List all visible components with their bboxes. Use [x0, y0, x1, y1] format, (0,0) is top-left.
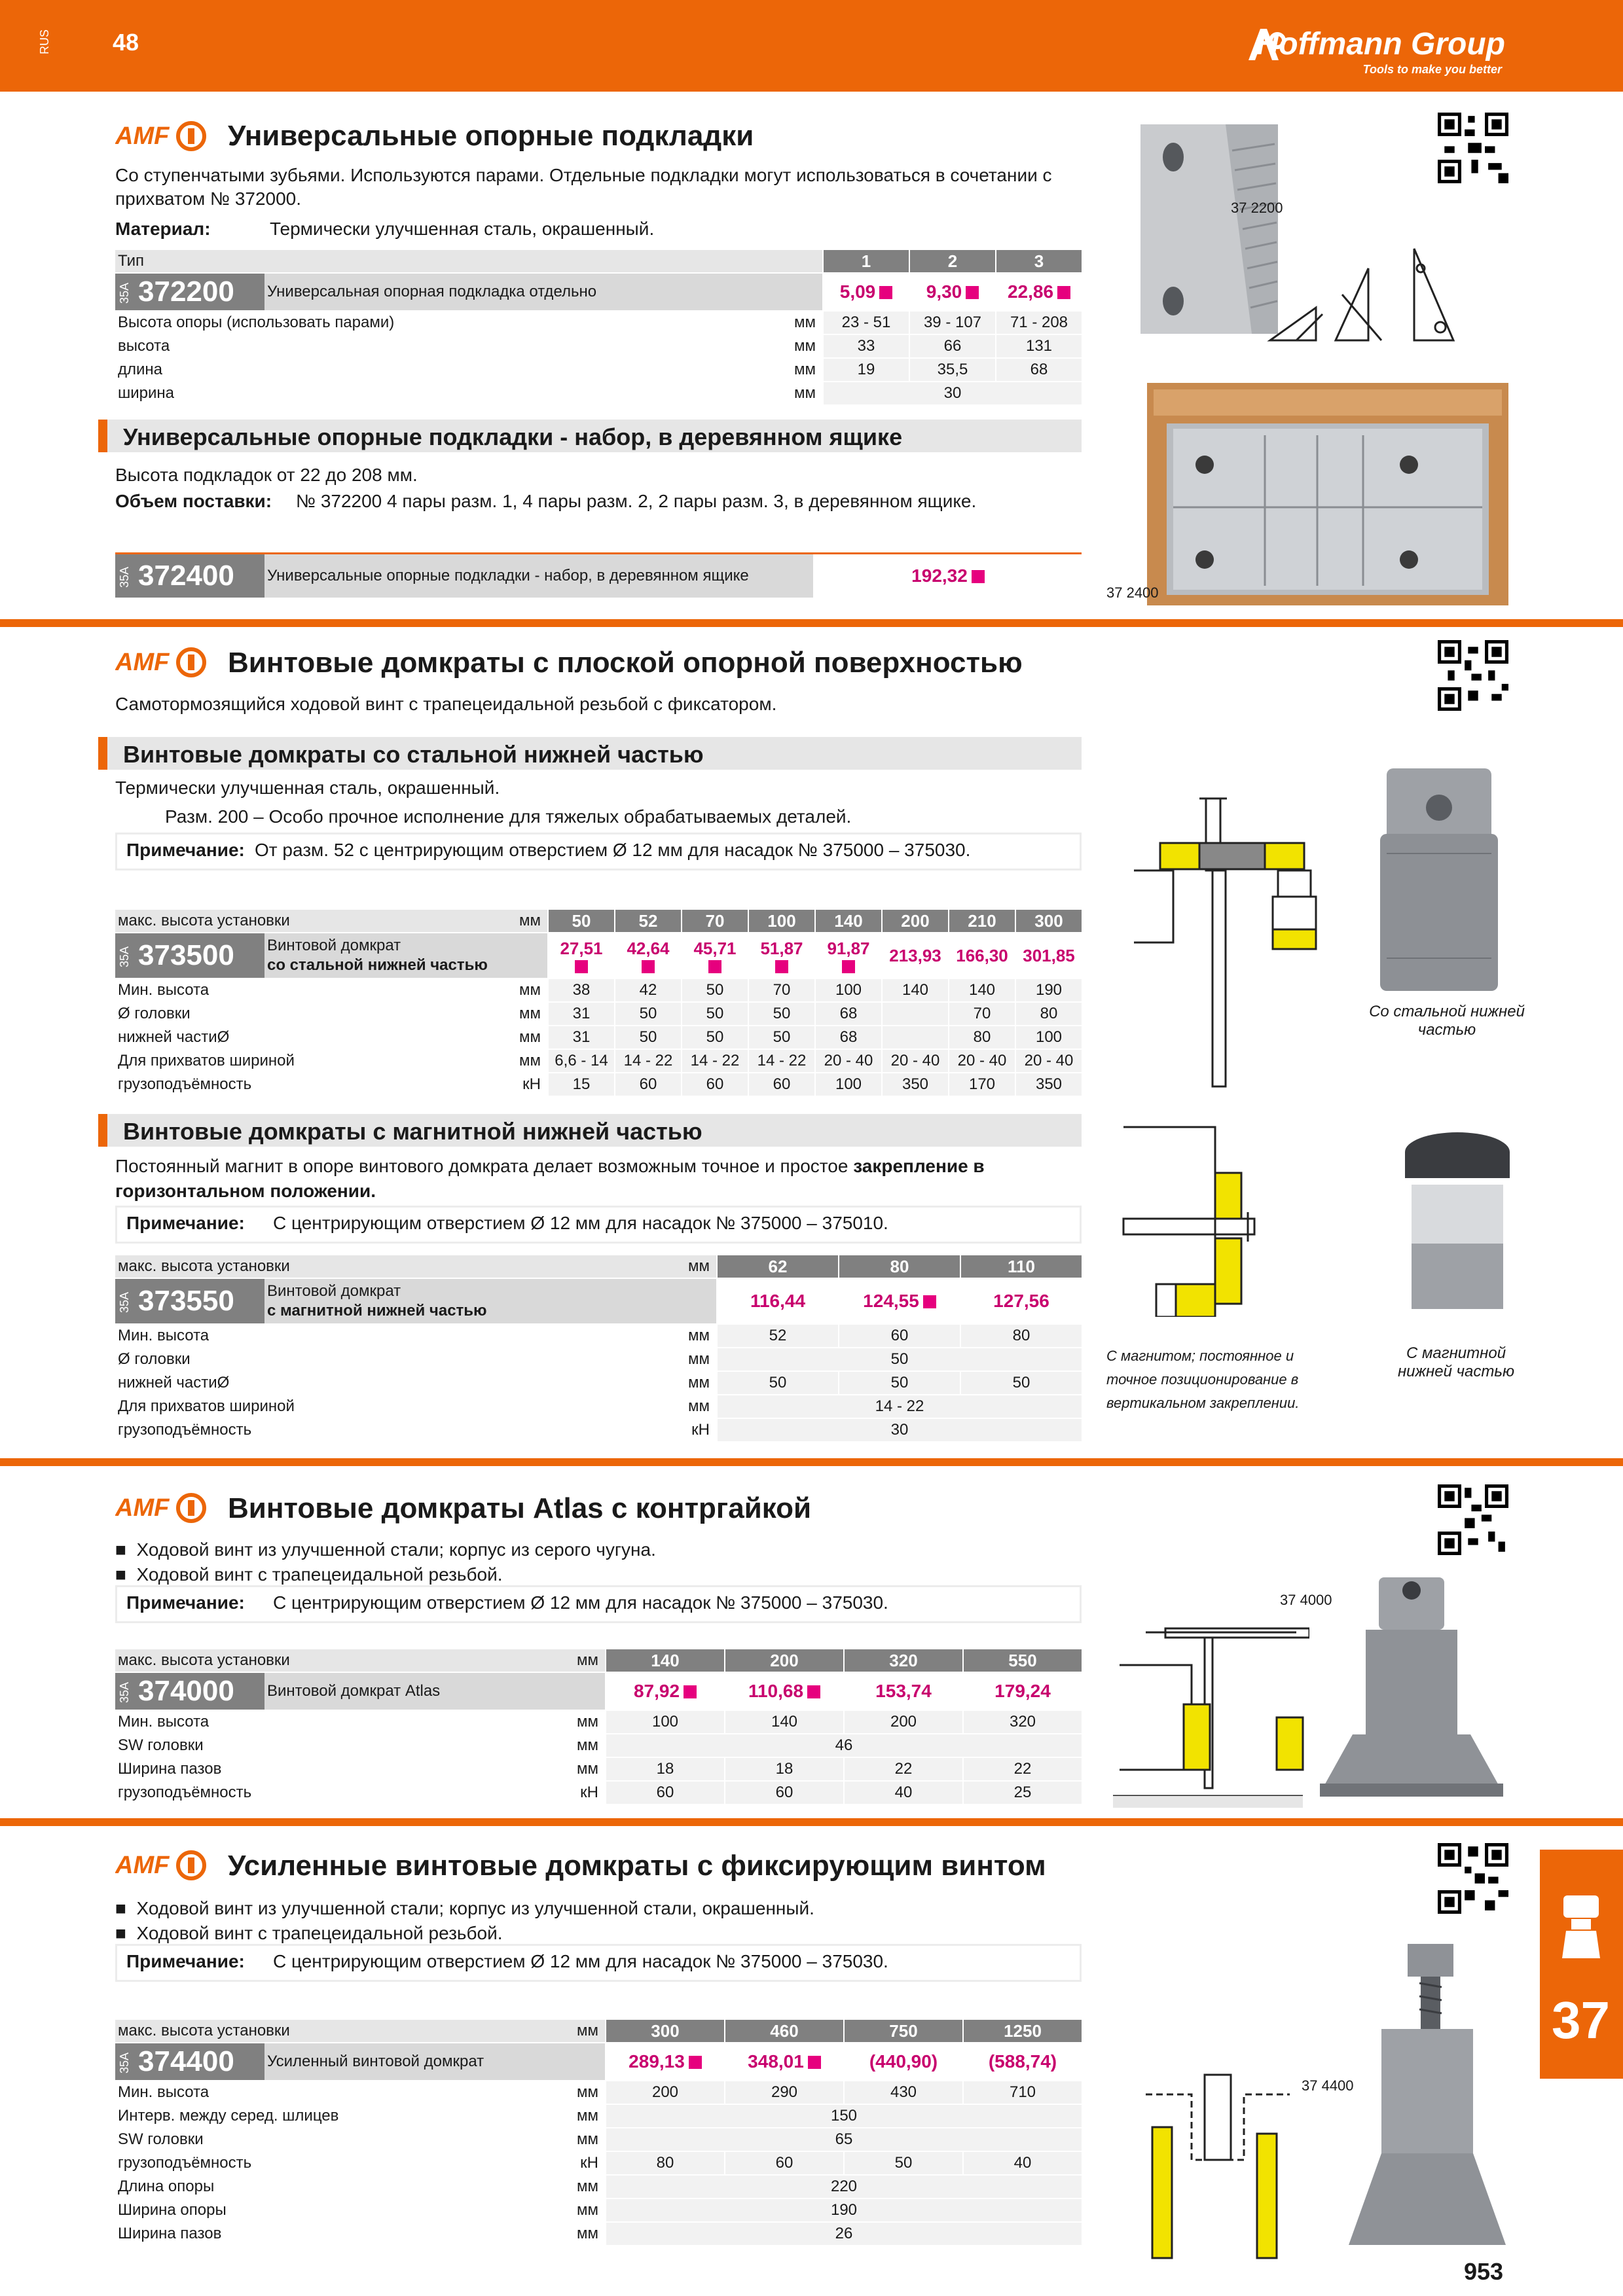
- subsection-header: Универсальные опорные подкладки - набор, в деревянном ящике: [98, 420, 1082, 452]
- table-cell: 140: [882, 978, 949, 1002]
- table-cell: 60: [682, 1073, 748, 1096]
- table-cell: 200: [606, 2081, 725, 2104]
- table-cell: 52: [717, 1324, 839, 1348]
- table-cell: 50: [748, 1002, 815, 1026]
- col-size: 50: [548, 910, 615, 933]
- table-cell: 50: [615, 1002, 682, 1026]
- row-unit: мм: [426, 1649, 606, 1672]
- col-size: 140: [815, 910, 882, 933]
- amf-logo-icon: [115, 644, 207, 682]
- table-header-label: макс. высота установки: [115, 2020, 507, 2043]
- article-code: 35A 374000: [115, 1672, 264, 1710]
- step-block-drawing: [1257, 242, 1506, 347]
- row-label: SW головки: [115, 1734, 426, 1757]
- magnet-description: Постоянный магнит в опоре винтового домкрата делает возможным точное и простое закрепление в: [115, 1156, 985, 1176]
- price-cell: 42,64: [615, 933, 682, 978]
- bullet-item: ■ Ходовой винт с трапецеидальной резьбой.: [115, 1923, 503, 1943]
- note-box: Примечание: От разм. 52 с центрирующим отверстием Ø 12 мм для насадок № 375000 – 375030.: [115, 833, 1082, 870]
- price-cell: 27,51: [548, 933, 615, 978]
- price-cell: 87,92: [606, 1672, 725, 1710]
- magnet-description-2: горизонтальном положении.: [115, 1181, 376, 1201]
- price-cell: 127,56: [960, 1278, 1082, 1324]
- row-unit: мм: [507, 2222, 606, 2246]
- material-label: Материал:: [115, 219, 211, 239]
- table-cell: 50: [717, 1371, 839, 1395]
- row-unit: кН: [495, 1418, 717, 1442]
- col-size: 1250: [963, 2020, 1082, 2043]
- table-cell: 190: [606, 2198, 1082, 2222]
- table-cell: 60: [748, 1073, 815, 1096]
- table-header-label: макс. высота установки: [115, 1649, 426, 1672]
- product-table-373500: [115, 910, 1082, 1097]
- col-size: 110: [960, 1255, 1082, 1278]
- col-size: 320: [844, 1649, 963, 1672]
- table-cell: 23 - 51: [823, 311, 909, 334]
- qr-code-icon: [1438, 640, 1508, 711]
- table-cell: [882, 1002, 949, 1026]
- table-cell: 50: [748, 1026, 815, 1049]
- table-cell: 20 - 40: [1015, 1049, 1082, 1073]
- table-cell: 430: [844, 2081, 963, 2104]
- row-label: нижней частиØ: [115, 1026, 409, 1049]
- table-cell: 30: [717, 1418, 1082, 1442]
- table-cell: 19: [823, 358, 909, 382]
- section-description: Самотормозящийся ходовой винт с трапецеидальной резьбой с фиксатором.: [115, 694, 777, 714]
- jack-photo-steel: [1374, 762, 1504, 997]
- table-cell: 50: [844, 2151, 963, 2175]
- brand-name: Hoffmann Group: [1256, 27, 1505, 62]
- product-table-374400: [115, 2020, 1082, 2246]
- table-cell: 80: [949, 1026, 1015, 1049]
- row-label: длина: [115, 358, 716, 382]
- row-unit: мм: [409, 910, 548, 933]
- row-label: Ширина пазов: [115, 1757, 426, 1781]
- table-cell: 14 - 22: [748, 1049, 815, 1073]
- price-cell: 51,87: [748, 933, 815, 978]
- table-header-label: макс. высота установки: [115, 910, 409, 933]
- col-size: 62: [717, 1255, 839, 1278]
- col-size: 300: [1015, 910, 1082, 933]
- row-unit: мм: [507, 2175, 606, 2198]
- table-cell: 46: [606, 1734, 1082, 1757]
- jack-photo-magnet: [1398, 1126, 1516, 1316]
- price-cell: 213,93: [882, 933, 949, 978]
- article-description: Усиленный винтовой домкрат: [264, 2043, 606, 2081]
- language-code: RUS: [38, 29, 51, 55]
- table-cell: 60: [839, 1324, 960, 1348]
- section-separator: [0, 619, 1623, 627]
- table-cell: 31: [548, 1026, 615, 1049]
- section-title: Универсальные опорные подкладки: [228, 120, 754, 152]
- row-unit: мм: [716, 311, 823, 334]
- table-cell: 50: [682, 978, 748, 1002]
- table-cell: 33: [823, 334, 909, 358]
- col-size: 1: [823, 250, 909, 273]
- section-title: Винтовые домкраты с плоской опорной поверхностью: [228, 647, 1023, 679]
- price-cell: 22,86: [996, 273, 1082, 311]
- note-box: Примечание: С центрирующим отверстием Ø 12 мм для насадок № 375000 – 375030.: [115, 1944, 1082, 1982]
- row-label: SW головки: [115, 2128, 507, 2151]
- article-description: Универсальная опорная подкладка отдельно: [264, 273, 823, 311]
- table-cell: 71 - 208: [996, 311, 1082, 334]
- bullet-item: ■ Ходовой винт из улучшенной стали; корпус из улучшенной стали, окрашенный.: [115, 1898, 814, 1918]
- col-size: 70: [682, 910, 748, 933]
- section-description: Со ступенчатыми зубьями. Используются парами. Отдельные подкладки могут использоваться в сочетании с: [115, 165, 1052, 185]
- table-cell: 80: [606, 2151, 725, 2175]
- row-label: Ширина пазов: [115, 2222, 507, 2246]
- material-text: Термически улучшенная сталь, окрашенный.: [115, 778, 500, 798]
- row-unit: мм: [409, 1049, 548, 1073]
- table-cell: 150: [606, 2104, 1082, 2128]
- row-unit: мм: [495, 1348, 717, 1371]
- col-size: 460: [725, 2020, 844, 2043]
- qr-code-icon: [1438, 1843, 1508, 1914]
- row-label: Ø головки: [115, 1348, 495, 1371]
- row-label: Для прихватов шириной: [115, 1395, 495, 1418]
- table-cell: 140: [949, 978, 1015, 1002]
- col-size: 550: [963, 1649, 1082, 1672]
- image-caption: 37 2400: [1106, 584, 1159, 601]
- row-label: Высота опоры (использовать парами): [115, 311, 716, 334]
- chapter-number: 37: [1552, 1991, 1610, 2049]
- price-cell: 289,13: [606, 2043, 725, 2081]
- price-cell: 124,55: [839, 1278, 960, 1324]
- section-description-2: прихватом № 372000.: [115, 188, 302, 209]
- table-cell: 140: [725, 1710, 844, 1734]
- table-cell: 60: [725, 1781, 844, 1804]
- row-label: нижней частиØ: [115, 1371, 495, 1395]
- set-height-text: Высота подкладок от 22 до 208 мм.: [115, 465, 418, 485]
- article-code: 35A 372400: [115, 554, 264, 599]
- wooden-box-image: [1147, 383, 1508, 605]
- row-label: Мин. высота: [115, 1324, 495, 1348]
- product-table-372200: [115, 250, 1082, 406]
- table-cell: 35,5: [909, 358, 996, 382]
- table-cell: 50: [615, 1026, 682, 1049]
- table-cell: 14 - 22: [682, 1049, 748, 1073]
- amf-logo-icon: [115, 1490, 207, 1528]
- qr-code-icon: [1438, 113, 1508, 183]
- table-cell: 70: [949, 1002, 1015, 1026]
- table-cell: 710: [963, 2081, 1082, 2104]
- row-label: Мин. высота: [115, 2081, 507, 2104]
- table-cell: 100: [815, 1073, 882, 1096]
- price-cell: 348,01: [725, 2043, 844, 2081]
- material-value: Термически улучшенная сталь, окрашенный.: [270, 219, 655, 239]
- row-unit: мм: [409, 978, 548, 1002]
- price-cell: 192,32: [814, 554, 1082, 599]
- image-caption: С магнитной нижней частью: [1397, 1344, 1515, 1380]
- price-cell: 110,68: [725, 1672, 844, 1710]
- section-title: Усиленные винтовые домкраты с фиксирующим винтом: [228, 1850, 1046, 1882]
- col-size: 200: [725, 1649, 844, 1672]
- screw-jack-icon: [1559, 1895, 1603, 1961]
- scope-label: Объем поставки:: [115, 491, 272, 511]
- row-label: Для прихватов шириной: [115, 1049, 409, 1073]
- row-label: Мин. высота: [115, 1710, 426, 1734]
- svg-text:AMF: AMF: [115, 649, 170, 676]
- table-cell: 22: [963, 1757, 1082, 1781]
- jack-drawing-magnet: [1117, 1121, 1294, 1317]
- table-cell: 170: [949, 1073, 1015, 1096]
- jack-drawing-steel: [1121, 785, 1337, 1093]
- table-cell: 42: [615, 978, 682, 1002]
- table-header-label: Тип: [115, 250, 716, 273]
- table-cell: 190: [1015, 978, 1082, 1002]
- table-cell: 50: [717, 1348, 1082, 1371]
- row-label: грузоподъёмность: [115, 1073, 409, 1096]
- page-number-left: 48: [113, 29, 139, 56]
- article-description: Винтовой домкрат Atlas: [264, 1672, 606, 1710]
- col-size: 3: [996, 250, 1082, 273]
- table-cell: 14 - 22: [717, 1395, 1082, 1418]
- table-cell: 320: [963, 1710, 1082, 1734]
- row-unit: мм: [426, 1710, 606, 1734]
- image-caption: 37 4000: [1280, 1592, 1332, 1608]
- table-cell: 39 - 107: [909, 311, 996, 334]
- bullet-item: ■ Ходовой винт с трапецеидальной резьбой.: [115, 1564, 503, 1585]
- subsection-header: Винтовые домкраты со стальной нижней частью: [98, 737, 1082, 770]
- row-unit: мм: [507, 2081, 606, 2104]
- col-size: 200: [882, 910, 949, 933]
- table-cell: 15: [548, 1073, 615, 1096]
- table-cell: 290: [725, 2081, 844, 2104]
- row-unit: мм: [495, 1255, 717, 1278]
- price-cell: 153,74: [844, 1672, 963, 1710]
- col-size: 100: [748, 910, 815, 933]
- brand-tagline: Tools to make you better: [1362, 63, 1502, 76]
- qr-code-icon: [1438, 1484, 1508, 1555]
- price-cell: 5,09: [823, 273, 909, 311]
- table-header-label: макс. высота установки: [115, 1255, 495, 1278]
- svg-text:AMF: AMF: [115, 122, 170, 150]
- product-table-374000: [115, 1649, 1082, 1805]
- row-unit: мм: [507, 2128, 606, 2151]
- image-caption: Со стальной нижней частью: [1369, 1003, 1525, 1039]
- price-cell: (440,90): [844, 2043, 963, 2081]
- row-unit: мм: [495, 1395, 717, 1418]
- table-cell: 20 - 40: [882, 1049, 949, 1073]
- price-cell: 166,30: [949, 933, 1015, 978]
- row-label: грузоподъёмность: [115, 2151, 507, 2175]
- row-unit: мм: [507, 2198, 606, 2222]
- table-cell: 30: [823, 382, 1082, 405]
- table-cell: 80: [1015, 1002, 1082, 1026]
- note-box: Примечание: С центрирующим отверстием Ø 12 мм для насадок № 375000 – 375030.: [115, 1585, 1082, 1623]
- drawing-caption: С магнитом; постоянное и точное позиционирование в вертикальном закреплении.: [1106, 1348, 1300, 1411]
- amf-logo-icon: [115, 1847, 207, 1885]
- row-label: высота: [115, 334, 716, 358]
- article-description: Винтовой домкрат со стальной нижней частью: [264, 933, 548, 978]
- row-label: грузоподъёмность: [115, 1781, 426, 1804]
- note-box: Примечание: С центрирующим отверстием Ø 12 мм для насадок № 375000 – 375010.: [115, 1206, 1082, 1244]
- row-unit: кН: [409, 1073, 548, 1096]
- article-code: 35A 372200: [115, 273, 264, 311]
- table-cell: 18: [725, 1757, 844, 1781]
- row-label: Ø головки: [115, 1002, 409, 1026]
- section-separator: [0, 1818, 1623, 1826]
- col-size: 300: [606, 2020, 725, 2043]
- row-unit: мм: [507, 2104, 606, 2128]
- table-cell: 220: [606, 2175, 1082, 2198]
- table-cell: 50: [839, 1371, 960, 1395]
- image-caption: 37 4400: [1302, 2077, 1354, 2094]
- table-cell: 50: [682, 1026, 748, 1049]
- price-cell: 116,44: [717, 1278, 839, 1324]
- table-cell: 100: [815, 978, 882, 1002]
- price-cell: 91,87: [815, 933, 882, 978]
- row-label: грузоподъёмность: [115, 1418, 495, 1442]
- row-unit: мм: [426, 1757, 606, 1781]
- table-cell: 100: [1015, 1026, 1082, 1049]
- jack-drawing-heavy: [1139, 2068, 1296, 2265]
- price-cell: 179,24: [963, 1672, 1082, 1710]
- table-cell: 50: [960, 1371, 1082, 1395]
- table-cell: 60: [606, 1781, 725, 1804]
- article-description: Винтовой домкрат с магнитной нижней частью: [264, 1278, 717, 1324]
- table-cell: 131: [996, 334, 1082, 358]
- section-title: Винтовые домкраты Atlas с контргайкой: [228, 1492, 812, 1524]
- col-size: 140: [606, 1649, 725, 1672]
- price-cell: 45,71: [682, 933, 748, 978]
- subsection-header: Винтовые домкраты с магнитной нижней частью: [98, 1114, 1082, 1147]
- svg-text:AMF: AMF: [115, 1852, 170, 1879]
- table-cell: 80: [960, 1324, 1082, 1348]
- table-cell: 66: [909, 334, 996, 358]
- product-table-372400: [115, 552, 1082, 599]
- table-cell: 40: [844, 1781, 963, 1804]
- table-cell: 26: [606, 2222, 1082, 2246]
- table-cell: [882, 1026, 949, 1049]
- col-size: 52: [615, 910, 682, 933]
- row-label: Ширина опоры: [115, 2198, 507, 2222]
- article-description: Универсальные опорные подкладки - набор, в деревянном ящике: [264, 554, 814, 599]
- table-cell: 20 - 40: [815, 1049, 882, 1073]
- article-code: 35A 374400: [115, 2043, 264, 2081]
- row-unit: мм: [716, 382, 823, 405]
- row-unit: мм: [716, 334, 823, 358]
- table-cell: 350: [882, 1073, 949, 1096]
- section-separator: [0, 1458, 1623, 1466]
- page-header: [0, 0, 1623, 92]
- size-note: Разм. 200 – Особо прочное исполнение для тяжелых обрабатываемых деталей.: [165, 806, 852, 827]
- price-cell: (588,74): [963, 2043, 1082, 2081]
- jack-drawing-atlas: [1113, 1619, 1309, 1809]
- table-cell: 25: [963, 1781, 1082, 1804]
- row-unit: мм: [426, 1734, 606, 1757]
- table-cell: 14 - 22: [615, 1049, 682, 1073]
- table-cell: 31: [548, 1002, 615, 1026]
- page-number-right: 953: [1464, 2258, 1504, 2285]
- chapter-tab: [1540, 1850, 1623, 2079]
- image-caption: 37 2200: [1231, 200, 1283, 216]
- table-cell: 38: [548, 978, 615, 1002]
- table-cell: 60: [615, 1073, 682, 1096]
- table-cell: 18: [606, 1757, 725, 1781]
- table-cell: 60: [725, 2151, 844, 2175]
- row-unit: кН: [426, 1781, 606, 1804]
- table-cell: 50: [682, 1002, 748, 1026]
- price-cell: 9,30: [909, 273, 996, 311]
- svg-text:AMF: AMF: [115, 1494, 170, 1522]
- table-cell: 6,6 - 14: [548, 1049, 615, 1073]
- table-cell: 20 - 40: [949, 1049, 1015, 1073]
- article-code: 35A 373500: [115, 933, 264, 978]
- table-cell: 68: [996, 358, 1082, 382]
- row-label: Интерв. между серед. шлицев: [115, 2104, 507, 2128]
- table-cell: 100: [606, 1710, 725, 1734]
- row-label: Мин. высота: [115, 978, 409, 1002]
- row-unit: мм: [495, 1371, 717, 1395]
- row-unit: мм: [409, 1026, 548, 1049]
- jack-photo-heavy: [1342, 1937, 1512, 2251]
- row-unit: мм: [507, 2020, 606, 2043]
- row-label: ширина: [115, 382, 716, 405]
- table-cell: 65: [606, 2128, 1082, 2151]
- amf-logo-icon: [115, 118, 207, 156]
- product-table-373550: [115, 1255, 1082, 1443]
- row-unit: мм: [495, 1324, 717, 1348]
- col-size: 750: [844, 2020, 963, 2043]
- article-code: 35A 373550: [115, 1278, 264, 1324]
- scope-value: № 372200 4 пары разм. 1, 4 пары разм. 2, 2 пары разм. 3, в деревянном ящике.: [296, 491, 977, 511]
- row-unit: мм: [716, 358, 823, 382]
- row-unit: мм: [409, 1002, 548, 1026]
- table-cell: 200: [844, 1710, 963, 1734]
- table-cell: 68: [815, 1002, 882, 1026]
- jack-photo-atlas: [1313, 1571, 1510, 1800]
- table-cell: 350: [1015, 1073, 1082, 1096]
- table-cell: 70: [748, 978, 815, 1002]
- col-size: 2: [909, 250, 996, 273]
- table-cell: 40: [963, 2151, 1082, 2175]
- col-size: 210: [949, 910, 1015, 933]
- col-size: 80: [839, 1255, 960, 1278]
- price-cell: 301,85: [1015, 933, 1082, 978]
- table-cell: 68: [815, 1026, 882, 1049]
- table-cell: 22: [844, 1757, 963, 1781]
- row-unit: кН: [507, 2151, 606, 2175]
- row-label: Длина опоры: [115, 2175, 507, 2198]
- bullet-item: ■ Ходовой винт из улучшенной стали; корпус из серого чугуна.: [115, 1539, 656, 1560]
